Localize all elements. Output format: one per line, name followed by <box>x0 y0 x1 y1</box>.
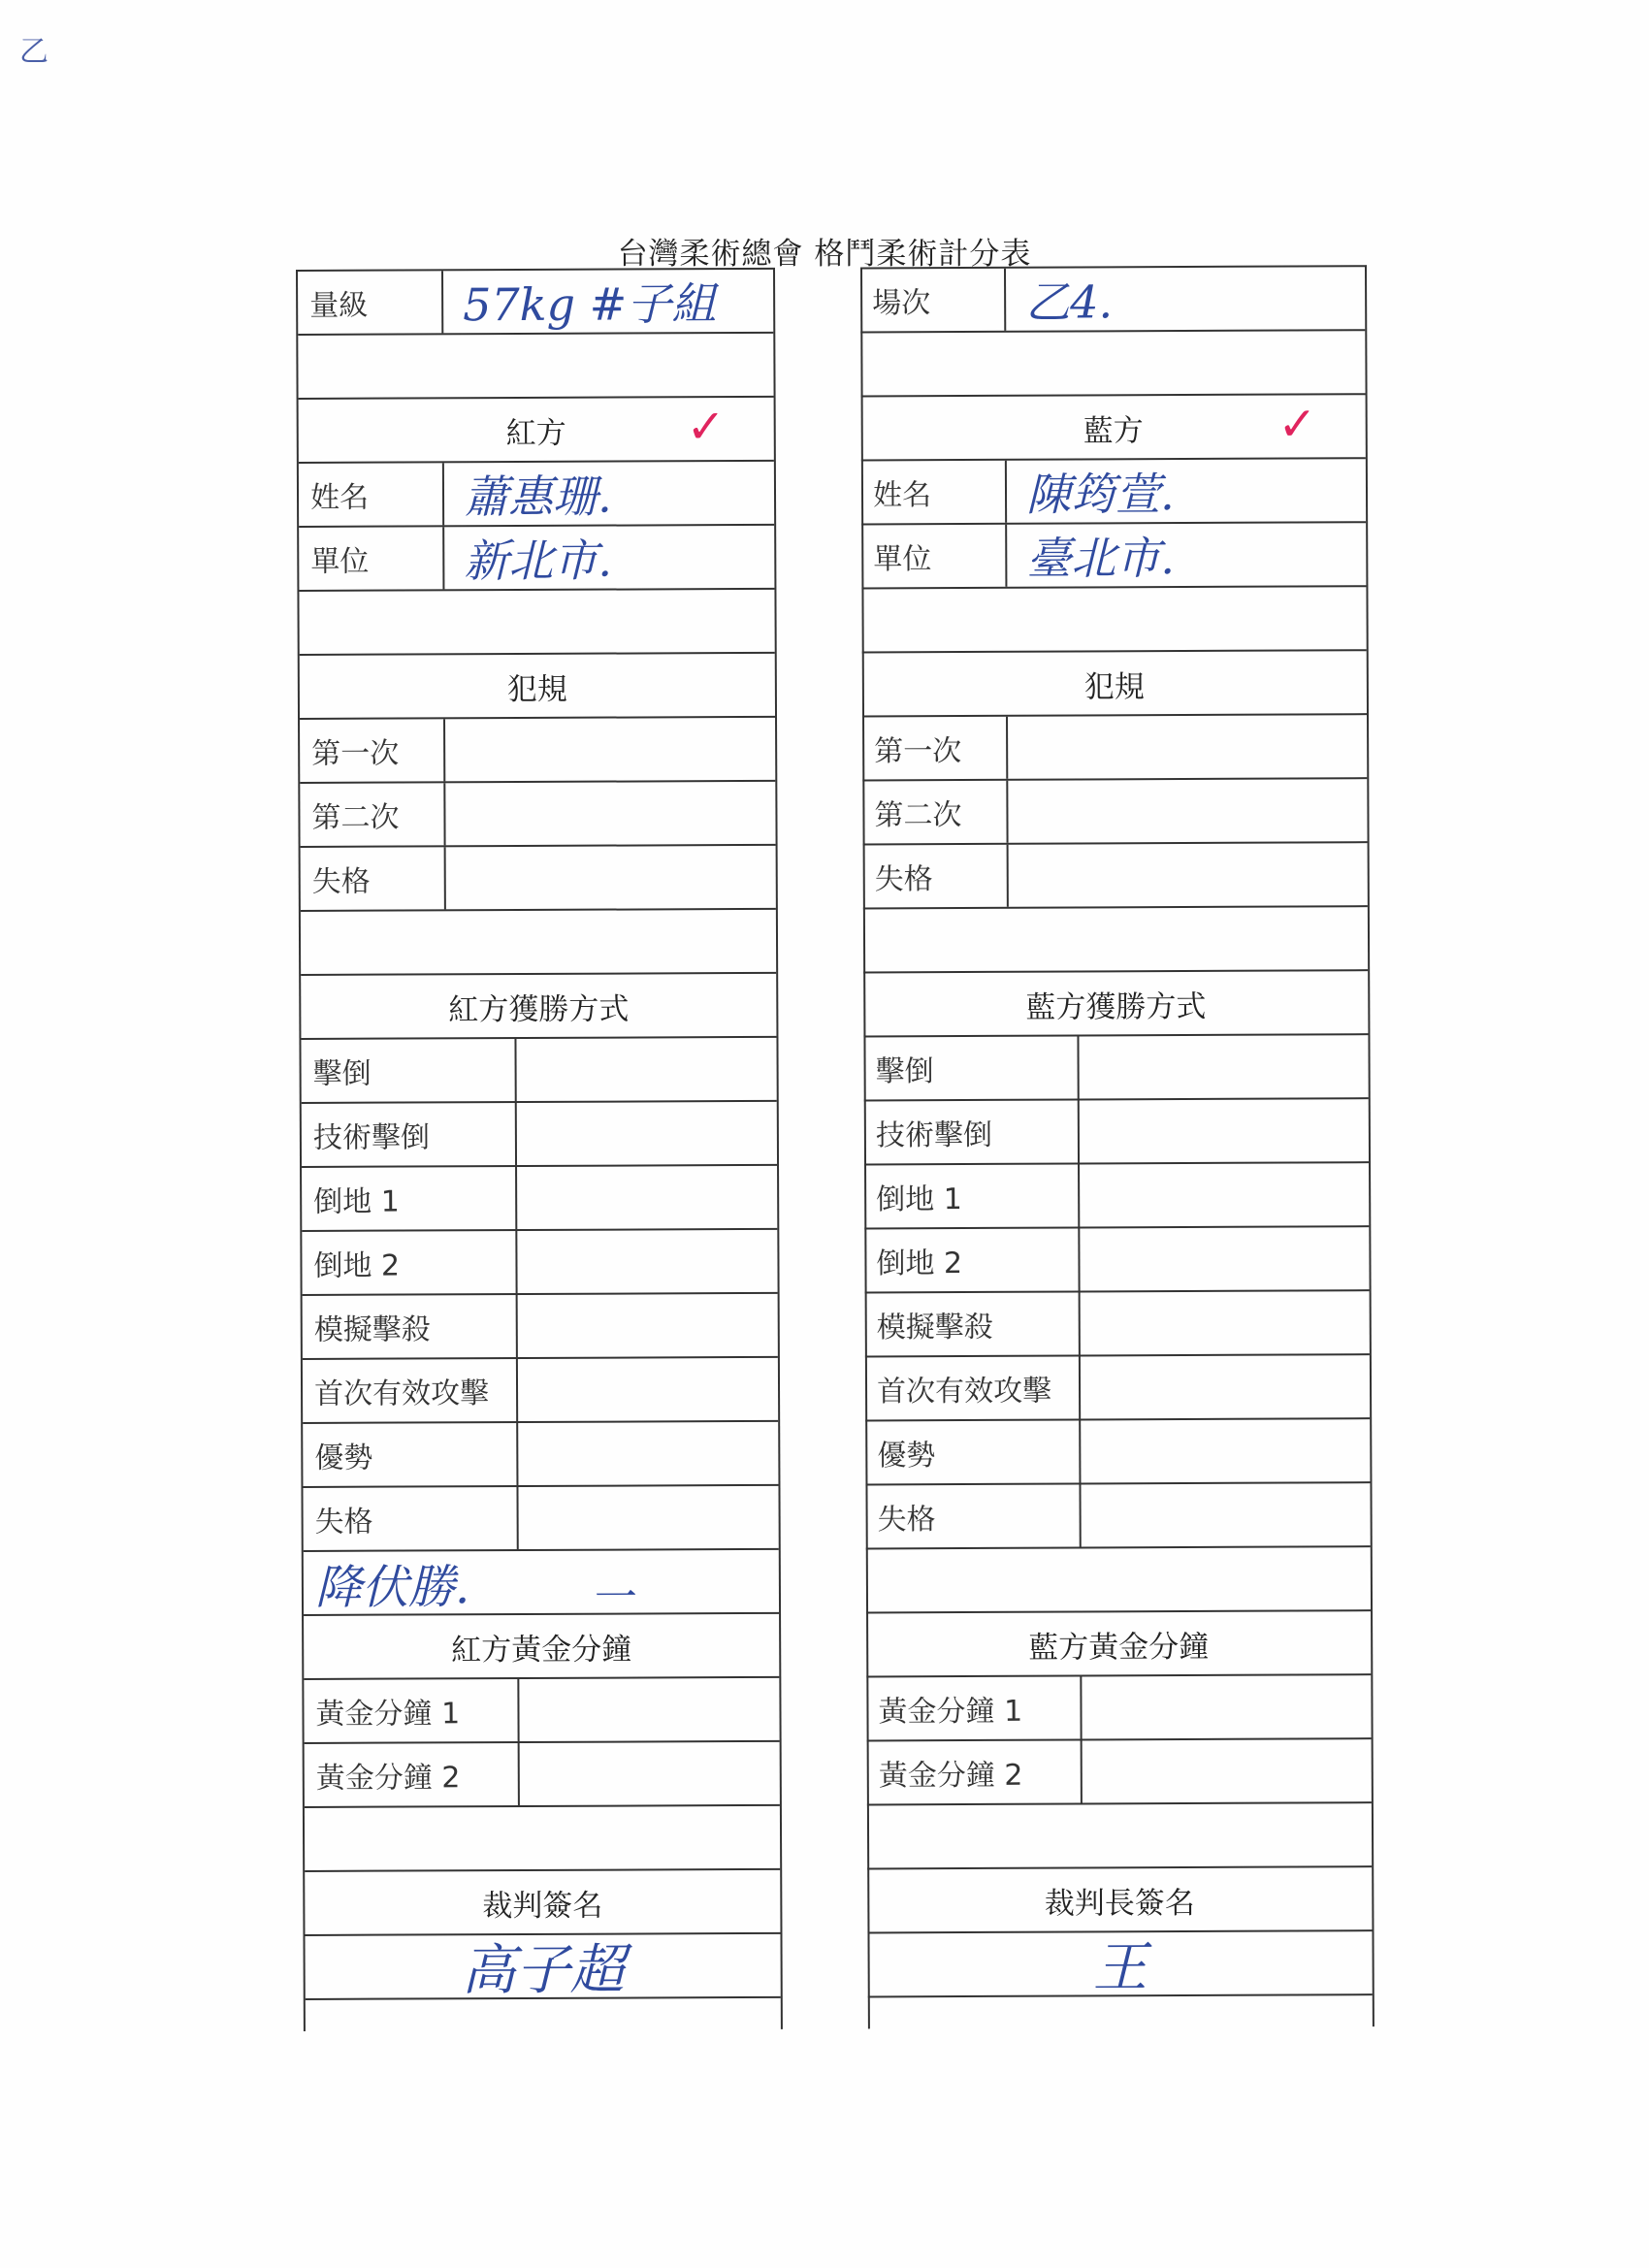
blue-win-header <box>863 969 1368 1035</box>
golden-value[interactable] <box>1082 1675 1371 1738</box>
red-fouls-header <box>300 652 775 718</box>
blank-row <box>298 332 773 398</box>
name-label: 姓名 <box>299 463 444 526</box>
foul-value[interactable] <box>445 782 775 845</box>
blank-row <box>867 1801 1372 1867</box>
blue-unit-row <box>861 521 1366 587</box>
win-method-label: 擊倒 <box>301 1039 516 1102</box>
handwritten-dash: 一 <box>594 1572 638 1623</box>
blue-column <box>860 265 1373 2000</box>
win-method-label: 倒地 1 <box>864 1164 1080 1227</box>
golden-value[interactable] <box>519 1678 779 1741</box>
golden-label: 黃金分鐘 2 <box>305 1743 520 1806</box>
blank-row <box>861 585 1366 651</box>
document-title: 台灣柔術總會 格鬥柔術計分表 <box>617 237 1032 272</box>
foul-value[interactable] <box>446 846 776 909</box>
win-method-label: 技術擊倒 <box>864 1100 1080 1163</box>
win-method-row <box>864 1225 1369 1291</box>
win-methods-title: 藍方獲勝方式 <box>1025 988 1207 1025</box>
win-method-row <box>303 1292 778 1358</box>
win-method-row <box>864 1097 1369 1163</box>
win-method-label: 首次有效攻擊 <box>303 1359 518 1422</box>
win-method-row <box>865 1289 1370 1355</box>
win-method-label: 失格 <box>303 1487 518 1550</box>
win-method-row <box>301 1036 776 1102</box>
win-method-value[interactable] <box>518 1358 778 1421</box>
foul-row <box>300 716 775 782</box>
red-side-label: 紅方 <box>505 415 566 451</box>
bout-row <box>860 265 1365 331</box>
win-method-row <box>302 1228 777 1294</box>
name-label: 姓名 <box>861 461 1007 524</box>
win-method-value[interactable] <box>517 1102 777 1165</box>
golden-row <box>304 1676 779 1742</box>
win-method-row <box>303 1420 778 1486</box>
red-check-mark: ✓ <box>686 400 726 455</box>
foul-label: 第二次 <box>300 783 445 846</box>
red-side-title <box>299 398 774 462</box>
referee-signature[interactable]: 高子超 <box>461 1938 625 2003</box>
win-method-row <box>302 1100 777 1166</box>
golden-label: 黃金分鐘 1 <box>304 1679 519 1742</box>
blank-row <box>301 908 776 974</box>
blue-header-row <box>861 393 1366 459</box>
golden-label: 黃金分鐘 1 <box>866 1676 1082 1739</box>
unit-label: 單位 <box>299 527 444 590</box>
win-method-row <box>865 1353 1370 1419</box>
bout-value[interactable]: 乙4. <box>1025 275 1114 329</box>
blank-row <box>860 329 1365 395</box>
head-referee-signature[interactable]: 王 <box>1092 1936 1148 2000</box>
corner-mark: 乙 <box>19 35 48 69</box>
foul-label: 第一次 <box>862 717 1008 780</box>
blue-side-label: 藍方 <box>1083 412 1144 448</box>
win-method-row <box>864 1161 1369 1227</box>
score-sheet <box>296 265 1374 2031</box>
golden-value[interactable] <box>1083 1739 1372 1802</box>
blank-row <box>866 1545 1371 1611</box>
golden-row <box>866 1673 1371 1739</box>
extra-note-row <box>304 1548 779 1623</box>
blue-name-value[interactable]: 陳筠萱. <box>1025 468 1175 521</box>
blue-name-row <box>861 457 1366 523</box>
win-method-value[interactable] <box>1081 1483 1370 1546</box>
head-referee-sign-title: 裁判長簽名 <box>1044 1885 1195 1922</box>
win-method-value[interactable] <box>517 1230 777 1293</box>
red-column <box>298 268 781 2003</box>
win-method-value[interactable] <box>518 1294 778 1357</box>
red-name-row <box>299 460 774 526</box>
win-method-label: 優勢 <box>865 1420 1081 1483</box>
win-method-label: 模擬擊殺 <box>303 1295 518 1358</box>
weight-row <box>298 268 773 334</box>
golden-minute-title: 藍方黃金分鐘 <box>1028 1629 1210 1666</box>
foul-row <box>862 713 1367 779</box>
win-method-label: 倒地 2 <box>302 1231 517 1294</box>
weight-value[interactable]: 57kg #子組 <box>463 277 717 332</box>
win-method-label: 擊倒 <box>863 1036 1079 1099</box>
win-method-value[interactable] <box>1080 1099 1369 1162</box>
red-unit-row <box>299 524 774 590</box>
win-method-value[interactable] <box>1080 1163 1369 1226</box>
golden-minute-title: 紅方黃金分鐘 <box>451 1632 632 1668</box>
head-referee-sign-header <box>867 1865 1372 1931</box>
referee-sign-title: 裁判簽名 <box>482 1888 603 1924</box>
win-method-value[interactable] <box>517 1166 777 1229</box>
handwritten-win-note[interactable]: 降伏勝. <box>314 1559 470 1615</box>
blue-golden-header <box>866 1609 1371 1675</box>
win-method-value[interactable] <box>1081 1291 1370 1354</box>
blue-fouls-header <box>862 649 1367 715</box>
win-method-row <box>865 1481 1370 1547</box>
win-method-label: 模擬擊殺 <box>865 1292 1081 1355</box>
fouls-title: 犯規 <box>506 671 567 707</box>
blue-side-title <box>861 395 1366 459</box>
foul-label: 第二次 <box>862 781 1008 844</box>
golden-row <box>867 1737 1372 1803</box>
blue-unit-value[interactable]: 臺北市. <box>1026 532 1176 585</box>
red-name-value[interactable]: 蕭惠珊. <box>463 470 612 524</box>
golden-row <box>305 1740 780 1806</box>
win-method-value[interactable] <box>1081 1419 1370 1482</box>
foul-label: 失格 <box>863 845 1009 908</box>
win-methods-title: 紅方獲勝方式 <box>448 991 630 1027</box>
red-golden-header <box>304 1612 779 1678</box>
unit-label: 單位 <box>861 525 1007 588</box>
bout-label: 場次 <box>860 269 1006 332</box>
win-method-value[interactable] <box>1081 1355 1370 1418</box>
red-win-header <box>301 972 776 1038</box>
win-method-label: 倒地 1 <box>302 1167 517 1230</box>
foul-value[interactable] <box>1008 779 1367 843</box>
foul-value[interactable] <box>1009 843 1368 907</box>
weight-label: 量級 <box>298 271 443 334</box>
win-method-label: 首次有效攻擊 <box>865 1356 1081 1419</box>
golden-value[interactable] <box>520 1742 780 1805</box>
foul-row <box>301 844 776 910</box>
foul-value[interactable] <box>1008 715 1367 779</box>
win-method-label: 失格 <box>865 1484 1081 1547</box>
win-method-value[interactable] <box>1080 1227 1369 1290</box>
win-method-value[interactable] <box>516 1038 776 1101</box>
blue-check-mark: ✓ <box>1277 397 1317 452</box>
win-method-row <box>303 1356 778 1422</box>
foul-row <box>300 780 775 846</box>
win-method-row <box>865 1417 1370 1483</box>
foul-row <box>863 841 1368 907</box>
foul-label: 第一次 <box>300 719 445 782</box>
win-method-value[interactable] <box>518 1422 778 1485</box>
win-method-value[interactable] <box>518 1486 778 1549</box>
blank-row <box>305 1804 780 1870</box>
blank-row <box>299 588 774 654</box>
fouls-title: 犯規 <box>1083 668 1145 704</box>
red-unit-value[interactable]: 新北市. <box>464 534 613 588</box>
foul-value[interactable] <box>445 718 775 781</box>
win-method-row <box>863 1033 1368 1099</box>
win-method-value[interactable] <box>1079 1035 1368 1098</box>
win-method-label: 技術擊倒 <box>302 1103 517 1166</box>
red-header-row <box>299 396 774 462</box>
referee-sign-header <box>305 1868 780 1934</box>
win-method-row <box>302 1164 777 1230</box>
referee-sign-row <box>305 1932 780 2003</box>
foul-row <box>862 777 1367 843</box>
win-method-label: 倒地 2 <box>864 1228 1080 1291</box>
foul-label: 失格 <box>301 847 446 910</box>
golden-label: 黃金分鐘 2 <box>867 1740 1083 1803</box>
win-method-row <box>303 1484 778 1550</box>
blank-row <box>863 905 1368 971</box>
win-method-label: 優勢 <box>303 1423 518 1486</box>
head-referee-sign-row <box>867 1929 1372 2000</box>
